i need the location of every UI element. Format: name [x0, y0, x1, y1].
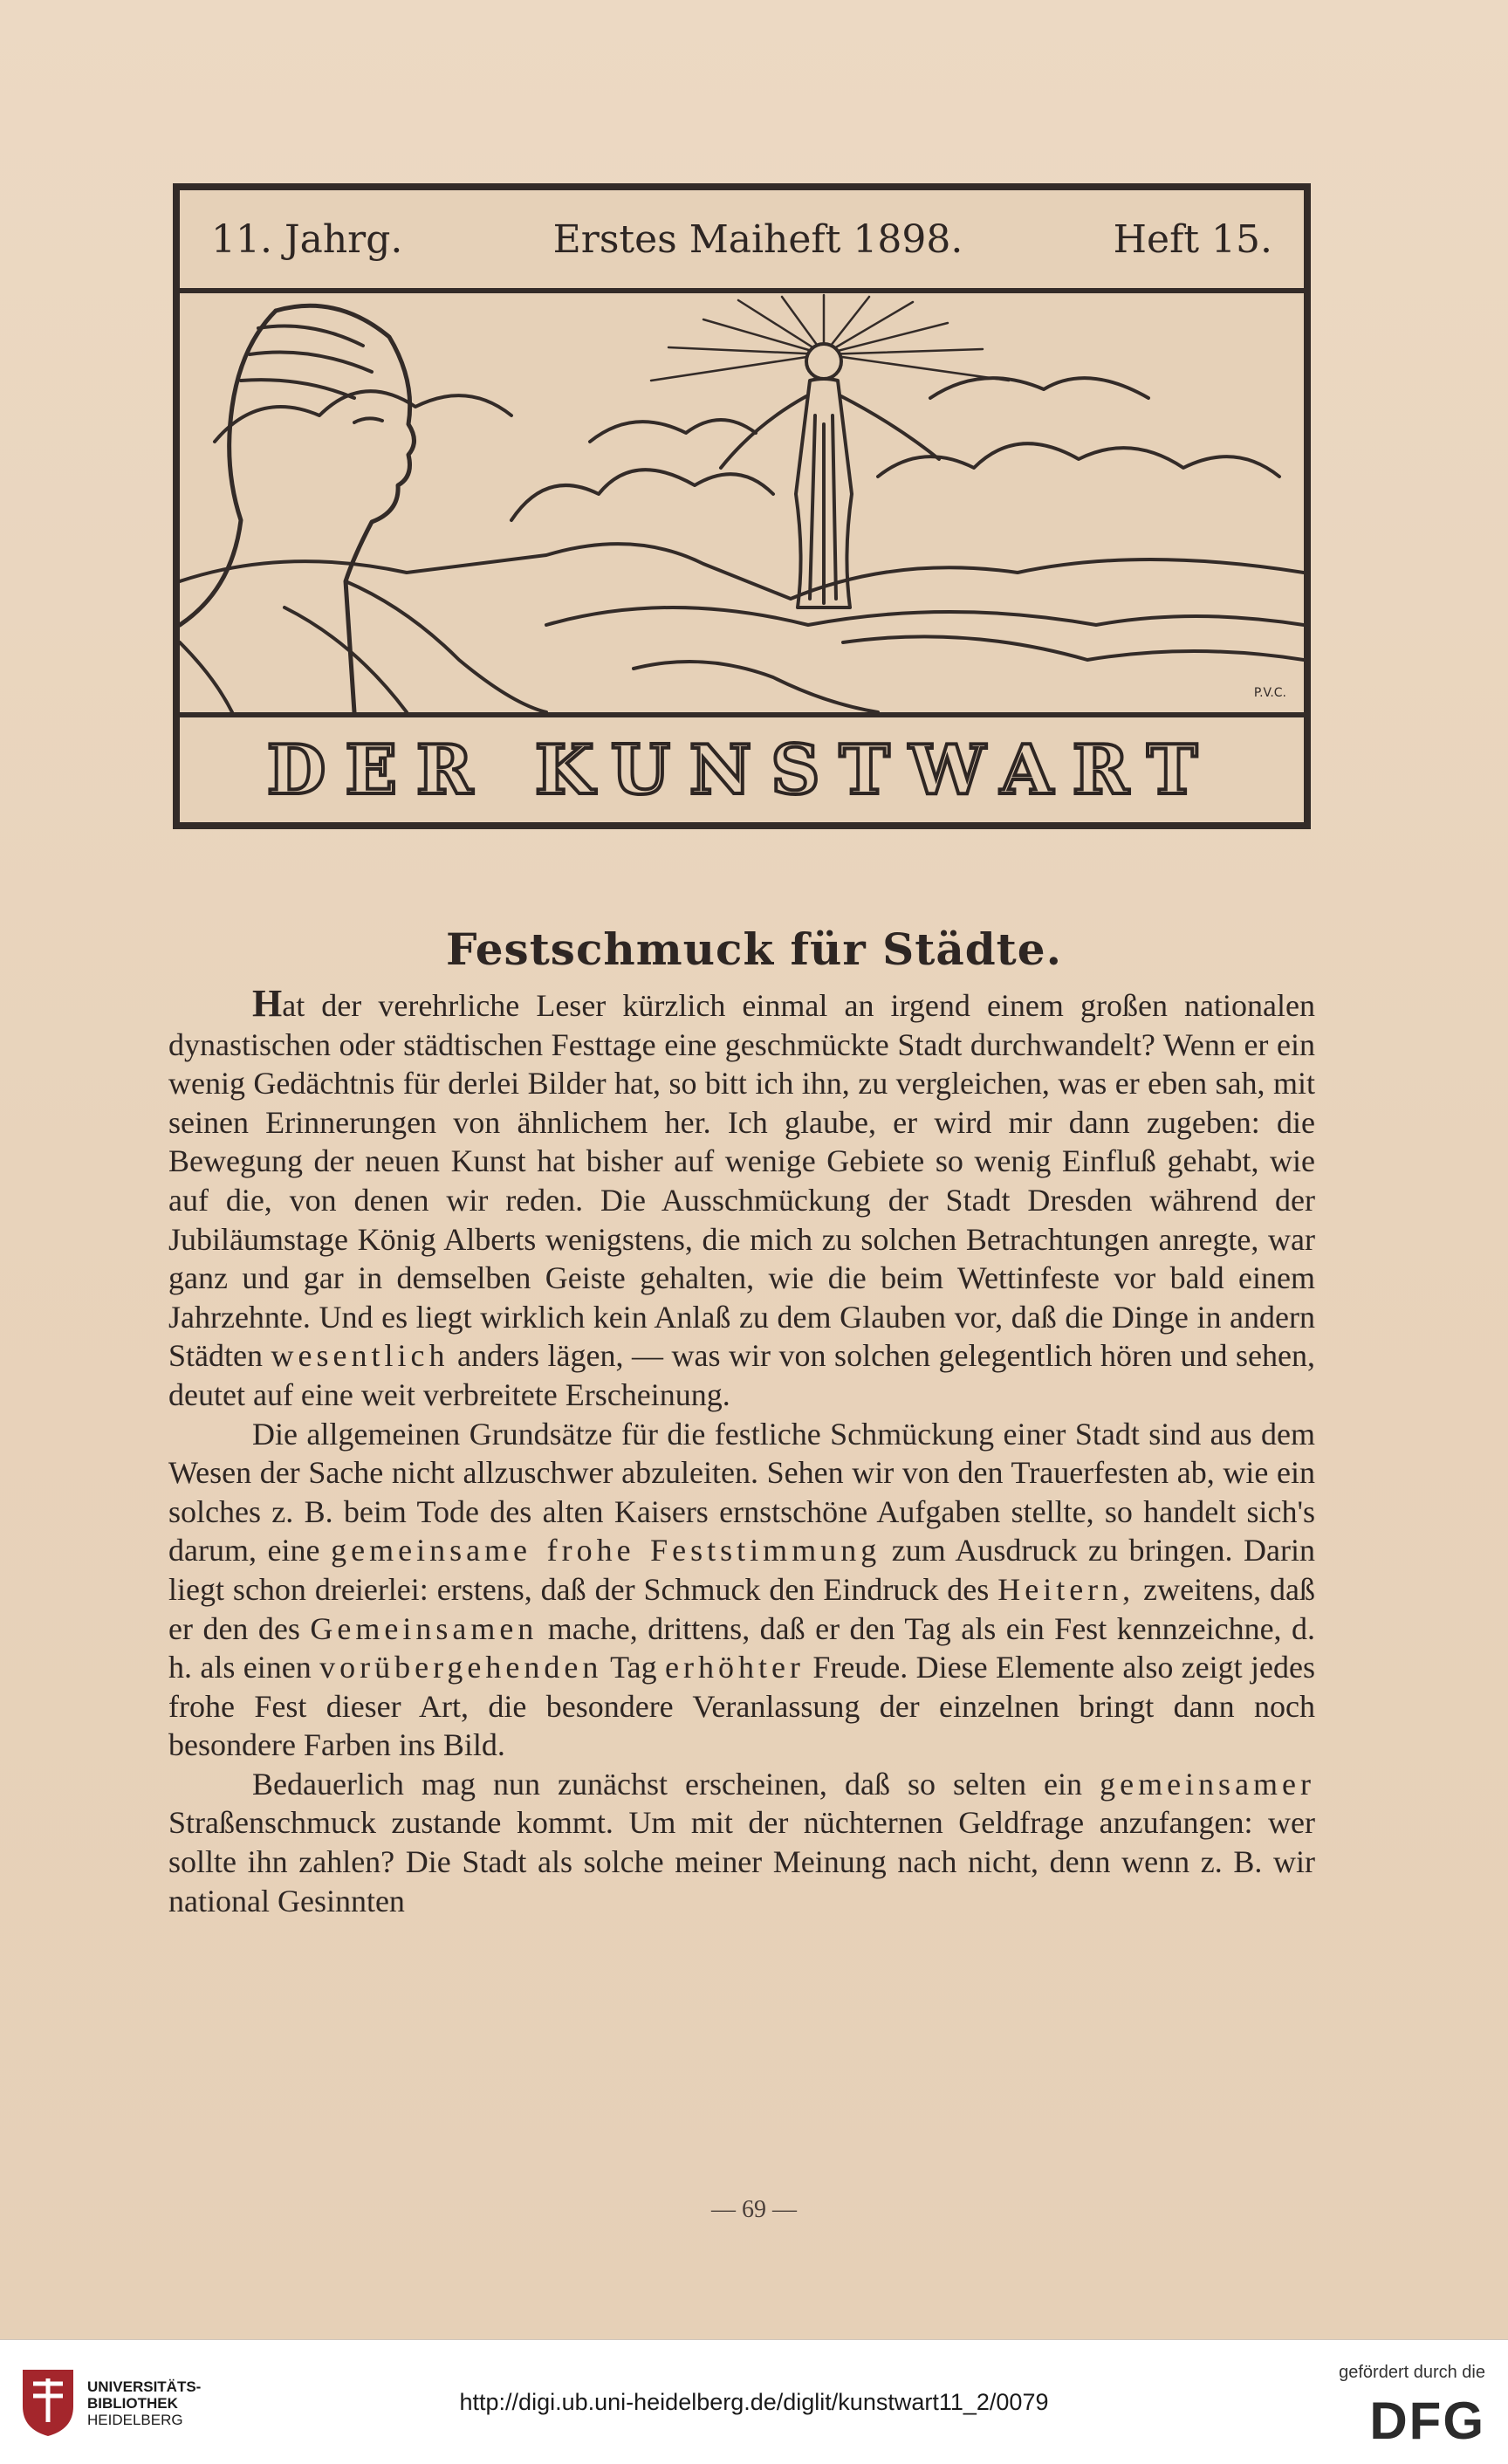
university-name-line: HEIDELBERG — [87, 2412, 183, 2428]
issue-bar — [180, 190, 1304, 293]
paragraph — [168, 1765, 1315, 1920]
drop-cap: H — [252, 982, 283, 1025]
text-run: zweitens, daß er den des — [168, 1571, 1315, 1646]
page-number: — 69 — — [711, 2196, 797, 2223]
text-run: Bedauerlich mag nun zunächst erscheinen, daß so selten ein — [252, 1766, 1083, 1802]
banner — [180, 712, 1304, 822]
source-url-link[interactable]: http://digi.ub.uni-heidelberg.de/diglit/kunstwart11_2/0079 — [459, 2389, 1049, 2415]
text-run: Tag — [610, 1650, 657, 1685]
text-run: mache, drittens, daß er den Tag als ein Fest kennzeichne, d. h. als einen — [168, 1610, 1316, 1685]
emphasis: gemeinsame frohe Feststimmung — [331, 1533, 881, 1568]
university-name-line: UNIVERSITÄTS- — [87, 2378, 202, 2395]
text-run: Freude. Diese Elemente also zeigt jedes frohe Fest dieser Art, die besondere Veranlassung der einzelnen bringt dann noch besondere Farben ins Bild. — [168, 1650, 1316, 1763]
masthead-illustration — [180, 293, 1304, 712]
text-run: anders lägen, — was wir von solchen gelegentlich hören und sehen, deutet auf eine weit verbreitete Erscheinung. — [168, 1338, 1315, 1412]
text-run: Straßenschmuck zustande kommt. Um mit der nüchternen Geldfrage anzufangen: wer sollte ihn zahlen? Die Stadt als solche meiner Meinung nach nicht, denn wenn z. B. wir national Gesinnten — [168, 1805, 1315, 1918]
footer-bar — [0, 2339, 1508, 2464]
emphasis: wesentlich — [271, 1338, 449, 1374]
university-name-line: BIBLIOTHEK — [87, 2395, 178, 2412]
paragraph — [168, 982, 1315, 1415]
text-run: zum Ausdruck zu bringen. Darin liegt schon dreierlei: erstens, daß der Schmuck den Eindruck des — [168, 1533, 1316, 1607]
issue-number: Heft 15. — [1113, 216, 1272, 262]
text-run: at der verehrliche Leser kürzlich einmal an irgend einem großen nationalen dynastischen oder städtischen Festtage eine geschmückte Stadt durchwandelt? Wenn er ein wenig Gedächtnis für derlei Bilder hat, so bitt ich ihn, zu vergleichen, was er eben sah, mit seinen Erinnerungen von ähnlichem her. Ich glaube, er wird mir dann zugeben: die Bewegung der neuen Kunst hat bisher auf wenige Gebiete so wenig Einfluß gehabt, wie auf die, von denen wir reden. Die Ausschmückung der Stadt Dresden während der Jubiläumstage König Alberts wenigstens, die mich zu solchen Betrachtungen anregte, war ganz und gar in demselben Geiste gehalten, wie die beim Wettinfeste vor bald einem Jahrzehnte. Und es liegt wirklich kein Anlaß zu dem Glauben vor, daß die Dinge in andern Städten — [168, 988, 1315, 1374]
emphasis: gemeinsamer — [1100, 1766, 1316, 1802]
dfg-logo: DFG — [1369, 2392, 1485, 2450]
article-body — [168, 982, 1316, 1920]
masthead — [173, 183, 1311, 829]
emphasis: vorübergehenden — [319, 1650, 603, 1685]
text-run: Die allgemeinen Grundsätze für die festliche Schmückung einer Stadt sind aus dem Wesen der Sache nicht allzuschwer abzuleiten. Sehen wir von den Trauerfesten ab, wie ein solches z. B. beim Tode des alten Kaisers ernstschöne Aufgaben stellte, so handelt sich's darum, eine — [168, 1416, 1315, 1568]
emphasis: erhöhter — [664, 1650, 805, 1685]
emphasis: Heitern, — [997, 1571, 1135, 1607]
illustration-initials: P.V.C. — [1253, 686, 1286, 700]
funded-by-label: gefördert durch die — [1339, 2363, 1485, 2382]
banner-title: DER KUNSTWART — [266, 730, 1217, 810]
emphasis: Gemeinsamen — [310, 1610, 538, 1646]
article-title: Festschmuck für Städte. — [445, 923, 1062, 975]
issue-date: Erstes Maiheft 1898. — [552, 216, 963, 262]
volume-label: 11. Jahrg. — [211, 216, 403, 262]
paragraph — [168, 1415, 1315, 1765]
